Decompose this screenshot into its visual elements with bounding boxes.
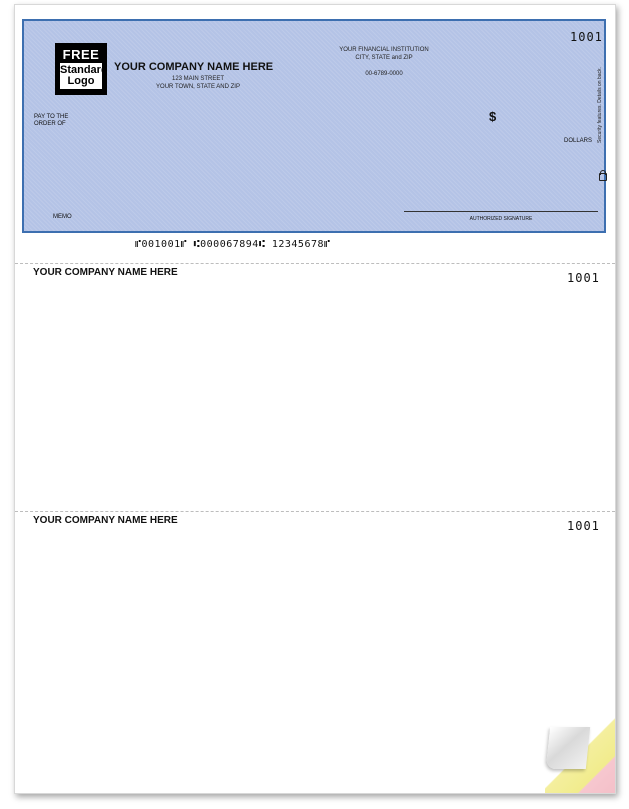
perforation-line (15, 511, 615, 512)
check-face (22, 19, 606, 233)
stub2-check-number: 1001 (567, 519, 600, 533)
company-logo (55, 43, 107, 95)
signature-label: AUTHORIZED SIGNATURE (469, 216, 533, 222)
check-sheet (14, 4, 616, 794)
micr-line: ⑈001001⑈ ⑆000067894⑆ 12345678⑈ (135, 239, 331, 250)
dollar-sign: $ (489, 109, 497, 124)
pay-to-line2: ORDER OF (34, 121, 66, 127)
logo-line2 (60, 63, 108, 89)
padlock-icon (599, 173, 607, 181)
dollars-label: DOLLARS (564, 138, 593, 144)
bank-city: CITY, STATE and ZIP (355, 55, 413, 61)
logo-line1: FREE (62, 47, 100, 62)
stub1-company-name: YOUR COMPANY NAME HERE (33, 267, 178, 278)
address-line2: YOUR TOWN, STATE AND ZIP (156, 84, 240, 90)
check-number: 1001 (570, 30, 603, 44)
address-line1: 123 MAIN STREET (171, 76, 224, 82)
routing-fraction: 00-6789-0000 (365, 71, 403, 77)
perforation-line (15, 263, 615, 264)
memo-label: MEMO (53, 214, 72, 220)
stub2-company-name: YOUR COMPANY NAME HERE (33, 515, 178, 526)
stub1-check-number: 1001 (567, 271, 600, 285)
logo-line2-text: Standard (60, 64, 108, 76)
bank-info (330, 46, 438, 62)
company-address (120, 75, 276, 91)
logo-line3-text: Logo (67, 75, 95, 87)
signature-line (404, 211, 598, 212)
security-note: Security features. Details on back. (597, 67, 603, 143)
check-company-name: YOUR COMPANY NAME HERE (114, 61, 274, 73)
pay-to-label (34, 114, 68, 128)
bank-name: YOUR FINANCIAL INSTITUTION (339, 47, 429, 53)
page-curl-icon (546, 727, 590, 769)
pay-to-line1: PAY TO THE (34, 114, 69, 120)
